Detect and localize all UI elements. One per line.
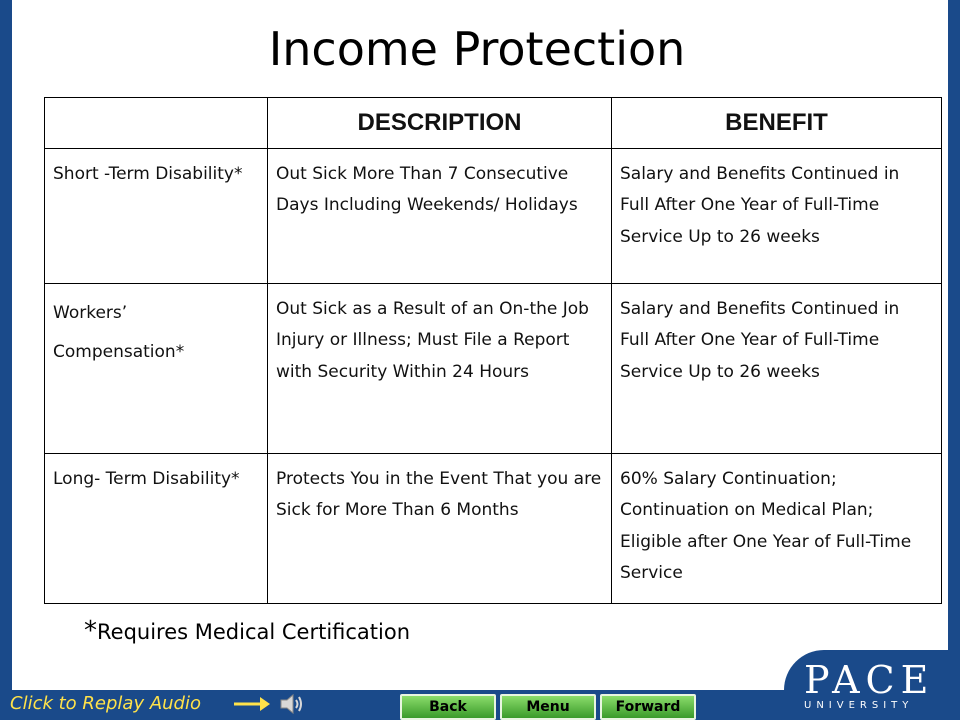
cell-type: Long- Term Disability* [45,454,268,604]
footnote [84,616,410,646]
cell-benefit: Salary and Benefits Continued in Full After One Year of Full-Time Service Up to 26 weeks [612,284,942,454]
cell-type-line1: Workers’ [53,303,128,323]
benefits-table [44,97,942,604]
cell-description: Out Sick as a Result of an On-the Job Injury or Illness; Must File a Report with Security Within 24 Hours [268,284,612,454]
table-row [45,454,942,604]
slide-canvas [12,0,948,690]
header-benefit: BENEFIT [612,98,942,149]
forward-button[interactable]: Forward [600,694,696,720]
cell-type: Short -Term Disability* [45,149,268,284]
slide-title: Income Protection [268,22,686,76]
footnote-text: Requires Medical Certification [97,620,411,644]
pace-university-logo [804,660,934,711]
cell-type-line2: Compensation* [53,342,185,363]
speaker-icon[interactable] [278,692,304,716]
footnote-star: * [84,616,97,646]
replay-audio-link[interactable]: Click to Replay Audio [10,693,201,714]
logo-word: PACE [804,658,935,702]
cell-type [45,284,268,454]
table-row [45,284,942,454]
table-header-row [45,98,942,149]
cell-description: Out Sick More Than 7 Consecutive Days Including Weekends/ Holidays [268,149,612,284]
table-row [45,149,942,284]
header-description: DESCRIPTION [268,98,612,149]
cell-benefit: 60% Salary Continuation; Continuation on Medical Plan; Eligible after One Year of Full-Time Service [612,454,942,604]
back-button[interactable]: Back [400,694,496,720]
menu-button[interactable]: Menu [500,694,596,720]
logo-sub: UNIVERSITY [804,700,914,711]
cell-benefit: Salary and Benefits Continued in Full After One Year of Full-Time Service Up to 26 weeks [612,149,942,284]
cell-description: Protects You in the Event That you are Sick for More Than 6 Months [268,454,612,604]
arrow-right-icon [232,695,272,713]
header-empty [45,98,268,149]
